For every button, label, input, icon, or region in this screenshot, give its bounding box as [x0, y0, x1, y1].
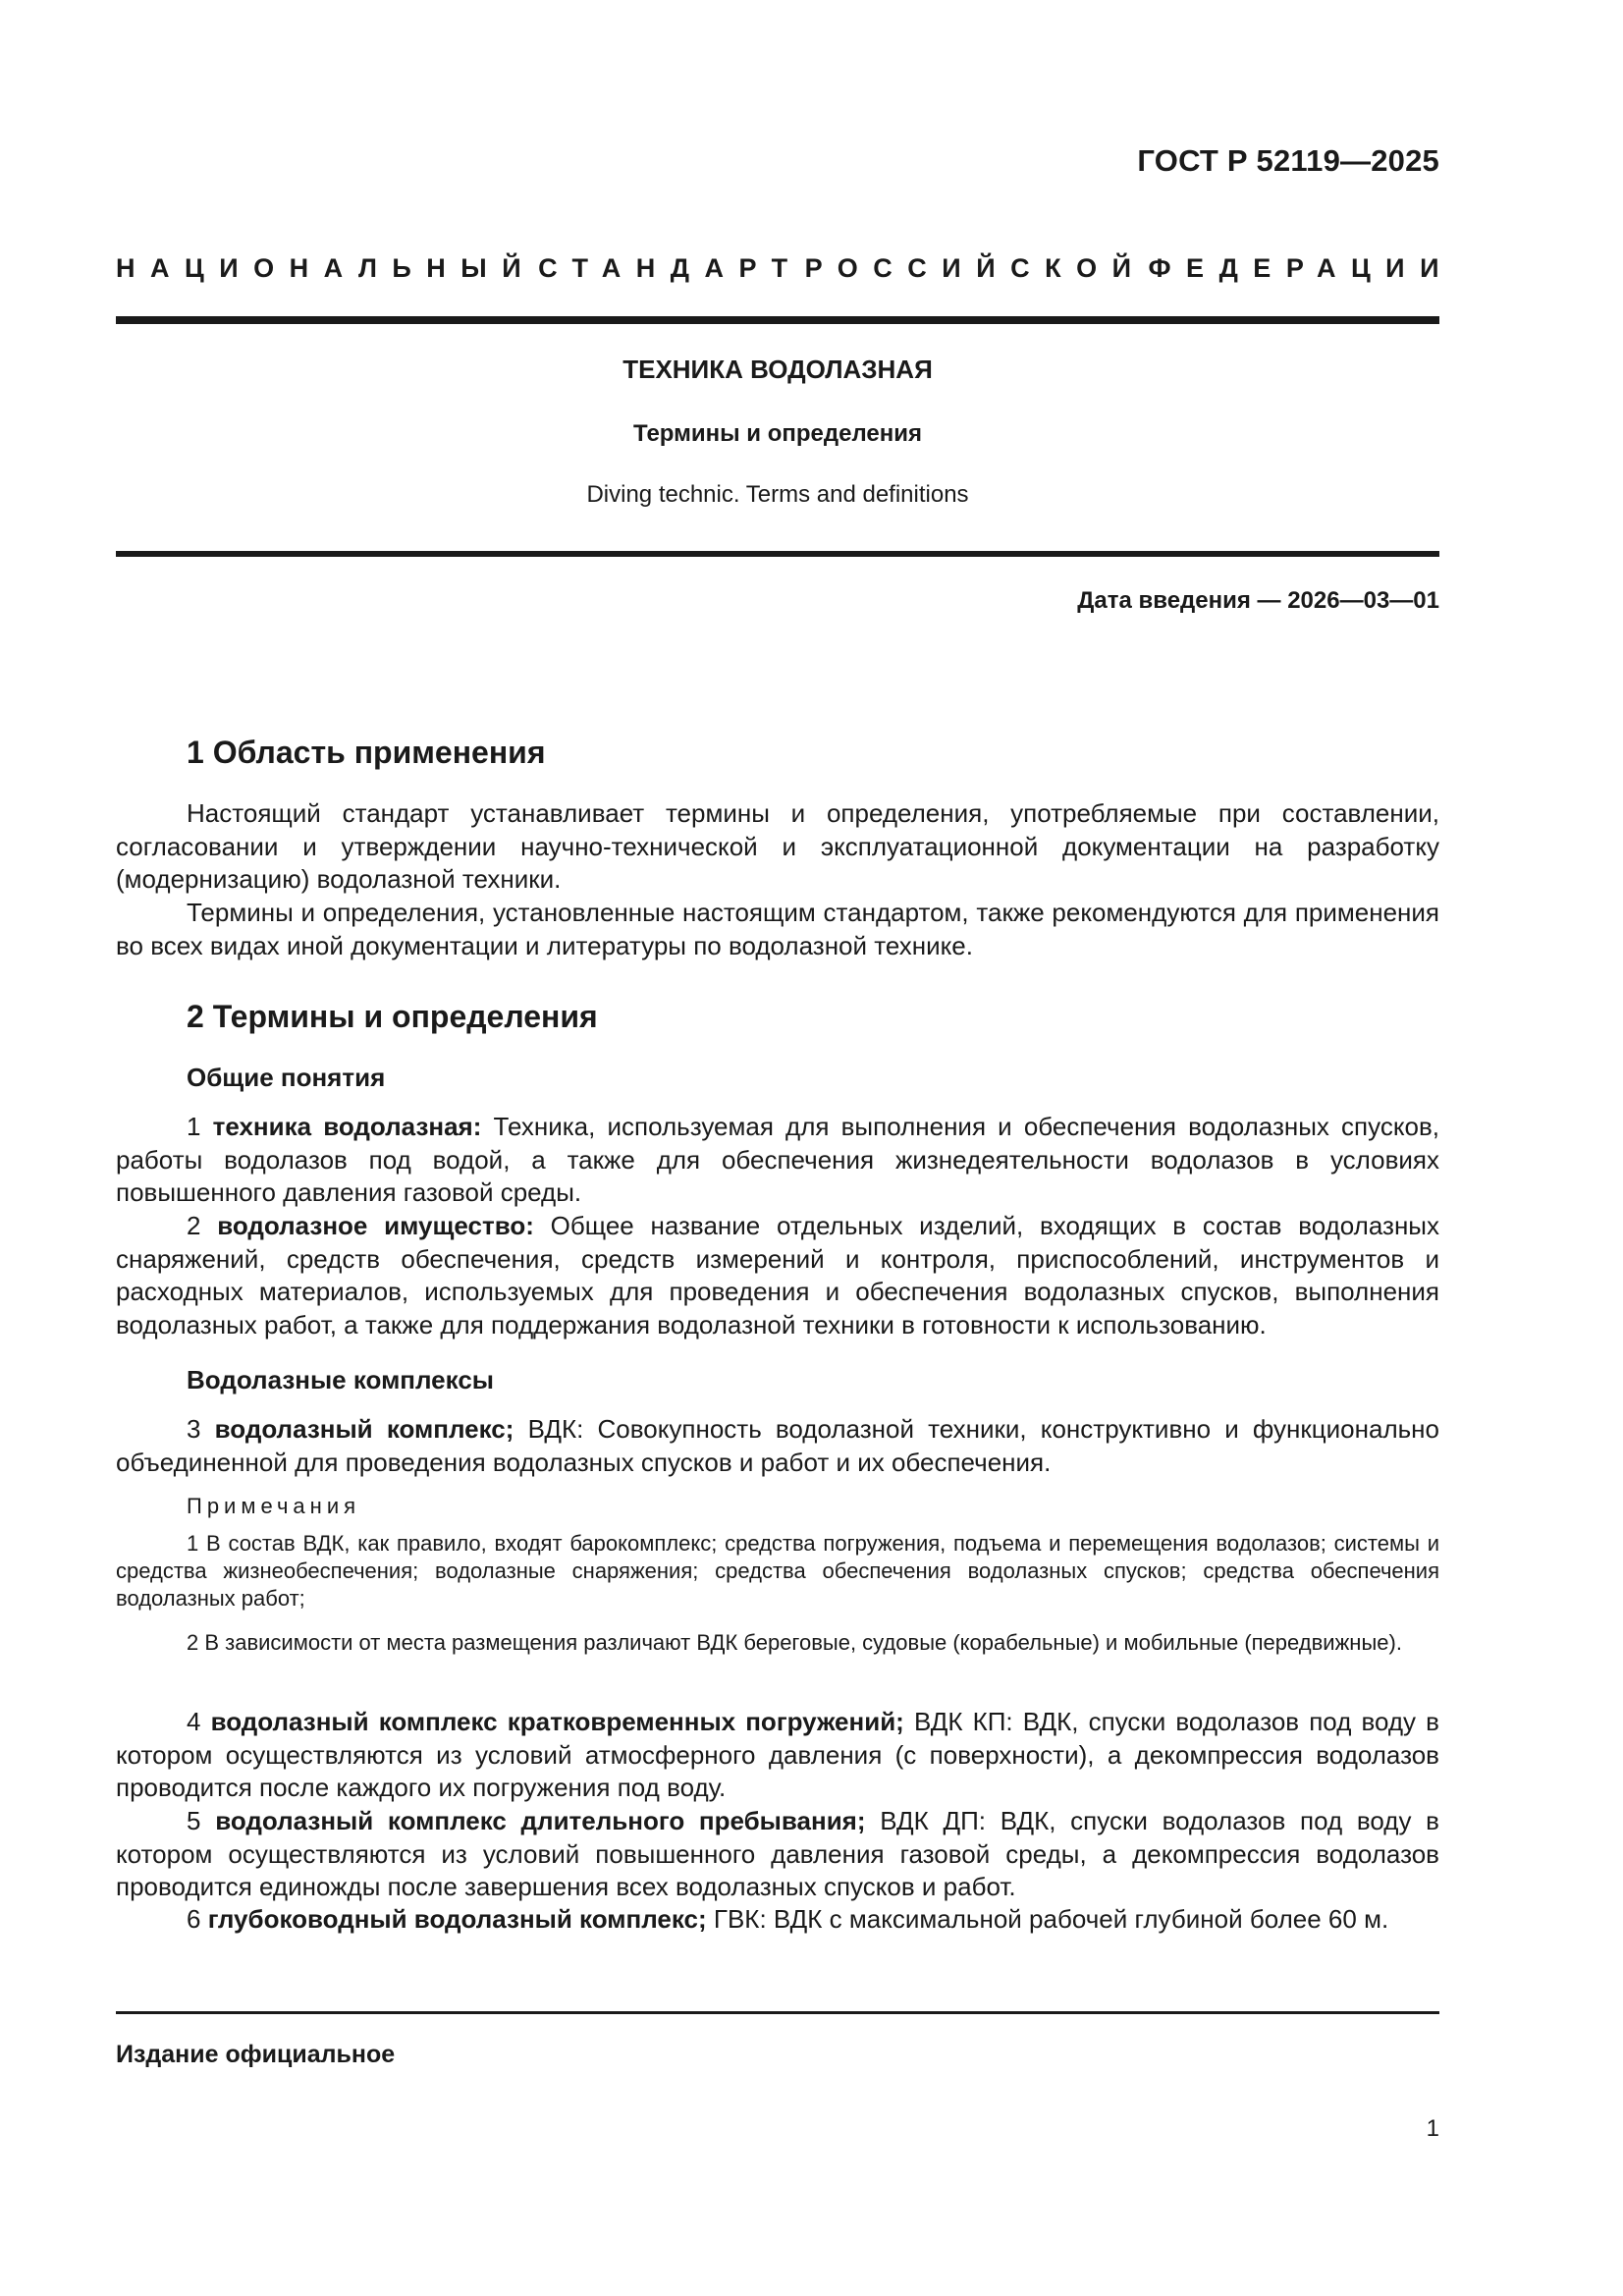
term-abbreviation: ВДК ДП: [880, 1806, 986, 1835]
term-name: глубоководный водолазный комплекс; [207, 1904, 707, 1934]
notes-heading: Примечания [187, 1494, 361, 1518]
note-item: 1 В состав ВДК, как правило, входят барокомплекс; средства погружения, подъема и перемещения водолазов; системы и средства жизнеобеспечения; водолазные снаряжения; средства обеспечения водолазных спусков; средства обеспечения водолазных работ; [116, 1531, 1439, 1611]
banner-word: НАЦИОНАЛЬНЫЙ [116, 253, 537, 283]
footer-divider [116, 2011, 1439, 2014]
effective-date: Дата введения — 2026—03—01 [1077, 587, 1439, 614]
term-name: техника водолазная: [212, 1112, 482, 1141]
term-entry: 1 техника водолазная: Техника, используемая для выполнения и обеспечения водолазных спусков, работы водолазов под водой, а также для обеспечения жизнедеятельности водолазов в условиях повышенного давления газовой среды. [116, 1112, 1440, 1207]
term-abbreviation: ВДК: [527, 1414, 584, 1444]
term-name: водолазное имущество: [217, 1211, 534, 1240]
note-item: 2 В зависимости от места размещения различают ВДК береговые, судовые (корабельные) и мобильные (передвижные). [187, 1630, 1402, 1655]
title-divider [116, 551, 1439, 557]
section-heading-scope: 1 Область применения [187, 735, 546, 770]
term-entry: 5 водолазный комплекс длительного пребывания; ВДК ДП: ВДК, спуски водолазов под воду в котором осуществляются из условий повышенного давления газовой среды, а декомпрессия водолазов проводится единожды после завершения всех водолазных спусков и работ. [116, 1806, 1439, 1901]
english-title: Diving technic. Terms and definitions [586, 481, 969, 508]
term-name: водолазный комплекс; [214, 1414, 514, 1444]
document-title: ТЕХНИКА ВОДОЛАЗНАЯ [622, 355, 933, 384]
term-entry: 6 глубоководный водолазный комплекс; ГВК: ВДК с максимальной рабочей глубиной более 60 м. [187, 1904, 1389, 1934]
term-entry: 2 водолазное имущество: Общее название отдельных изделий, входящих в состав водолазных снаряжений, средств обеспечения, средств измерений и контроля, приспособлений, инструментов и расходных материалов, используемых для проведения и обеспечения водолазных спусков, выполнения водолазных работ, а также для поддержания водолазной техники в готовности к использованию. [116, 1211, 1439, 1339]
document-subtitle: Термины и определения [632, 420, 923, 447]
official-edition-label: Издание официальное [116, 2041, 396, 2068]
term-entry: 3 водолазный комплекс; ВДК: Совокупность водолазной техники, конструктивно и функционально объединенной для проведения водолазных спусков и работ и их обеспечения. [116, 1414, 1439, 1477]
banner-word: ФЕДЕРАЦИИ [1148, 253, 1454, 283]
section-heading-terms: 2 Термины и определения [187, 999, 598, 1034]
term-name: водолазный комплекс кратковременных погружений; [210, 1707, 904, 1736]
banner-word: СТАНДАРТ [538, 253, 803, 283]
scope-paragraph: Термины и определения, установленные настоящим стандартом, также рекомендуются для применения во всех видах иной документации и литературы по водолазной технике. [116, 898, 1439, 960]
standard-designation: ГОСТ Р 52119—2025 [1137, 143, 1439, 178]
group-heading-general: Общие понятия [187, 1063, 386, 1092]
term-name: водолазный комплекс длительного пребывания; [215, 1806, 866, 1835]
scope-paragraph: Настоящий стандарт устанавливает термины и определения, употребляемые при составлении, согласовании и утверждении научно-технической и эксплуатационной документации на разработку (модернизацию) водолазной техники. [116, 798, 1439, 894]
group-heading-complexes: Водолазные комплексы [187, 1365, 494, 1394]
term-abbreviation: ГВК: [713, 1904, 767, 1934]
banner-word: РОССИЙСКОЙ [804, 253, 1147, 283]
page-number: 1 [1426, 2115, 1439, 2142]
top-divider [116, 316, 1439, 324]
term-entry: 4 водолазный комплекс кратковременных погружений; ВДК КП: ВДК, спуски водолазов под воду в котором осуществляются из условий атмосферного давления (с поверхности), а декомпрессия водолазов проводится после каждого их погружения под воду. [116, 1707, 1439, 1802]
national-standard-banner [116, 253, 1454, 284]
term-abbreviation: ВДК КП: [913, 1707, 1013, 1736]
